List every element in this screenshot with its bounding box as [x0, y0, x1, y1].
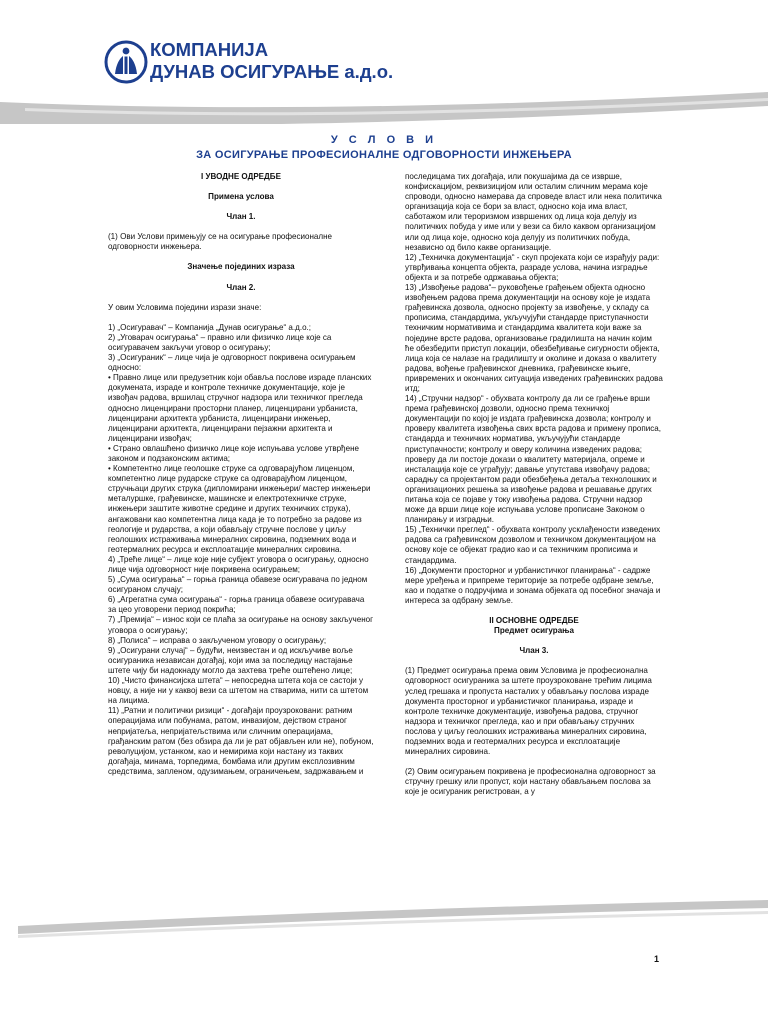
dunav-logo-icon: [104, 40, 148, 84]
paragraph: (1) Предмет осигурања према овим Условима је професионална одговорност осигураника за штете проузроковане трећим лицима услед грешака и пропуста насталих у обављању послова израде документа просторног и урбанистичког планирања, израде и контроле техничке документације, извођења радова, стручног надзора и техничког прегледа, као и при обављању стручних послова у циљу геолошких истраживања минералних сировина, подземних вода и геотермалних ресурса и експлоатације минералних сировина.: [405, 666, 652, 757]
definition-item: 11) „Ратни и политички ризици“ - догађаји проузроковани: ратним операцијама или побунама, ратом, инвазијом, дејством страног непријатеља, непријатељствима или сличним операцијама, грађанским ратом (без обзира да ли је рат објављен или не), побуном, револуцијом, устанком, као и немирима који настану из таквих догађаја, минама, торпедима, бомбама или другим експлозивним средствима, запленом, одузимањем, ограничењем, задржавањем и: [108, 706, 374, 776]
definition-item: 7) „Премија“ – износ који се плаћа за осигурање на основу закљученог уговора о осигурању;: [108, 615, 374, 635]
bullet-item: • Правно лице или предузетник који обавља послове израде планских докумената, израде и контроле техничке документације, које је извођач радова, вршилац стручног надзора или техничког прегледа односно лиценцирани просторни планер, лиценцирани урбаниста, лиценцирани архитекта урбаниста, лиценцирани инжењер, лиценцирани архитекта, лиценцирани пејзажни архитекта и лиценцирани извођач;: [108, 373, 372, 443]
definition-item: 10) „Чисто финансијска штета“ – непосредна штета која се састоји у новцу, а није ни у каквој вези са штетом на стварима, нити са штетом на лицима.: [108, 676, 369, 706]
definition-item: 16) „Документи просторног и урбанистичког планирања“ - садрже мере уређења и припреме територије за потребе одбране земље, као и податке о подручјима и зонама објеката од посебног значаја и интереса за одбрану земље.: [405, 565, 661, 605]
definition-item: 6) „Агрегатна сума осигурања“ - горња граница обавезе осигуравача за цео уговорени период покрића;: [108, 595, 365, 615]
definition-item: 8) „Полиса“ – исправа о закљученом уговору о осигурању;: [108, 635, 327, 645]
definition-item: 15) „Технички преглед“ - обухвата контролу усклађености изведених радова са грађевинском дозволом и техничком документацијом на основу које се објекат градио као и са техничким прописима и стандардима.: [405, 525, 661, 565]
definition-item: 5) „Сума осигурања“ – горња граница обавезе осигуравача по једном осигураном случају;: [108, 575, 368, 595]
bullet-item: • Страно овлашћено физичко лице које испуњава услове утврђене законом и подзаконским актима;: [108, 443, 360, 463]
definition-item: 1) „Осигуравач“ – Компанија „Дунав осигурање“ а.д.о.;: [108, 322, 312, 332]
definition-item: 3) „Осигураник“ – лице чија је одговорност покривена осигурањем односно:: [108, 353, 356, 373]
article-heading: Члан 1.: [226, 212, 256, 222]
subsection-heading: Предмет осигурања: [494, 626, 574, 636]
right-column: [405, 172, 663, 797]
definition-item: 4) „Треће лице“ – лице које није субјект уговора о осигурању, односно лице чија одговорност није покривена осигурањем;: [108, 554, 369, 574]
paragraph: (1) Ови Услови примењују се на осигурање професионалне одговорности инжењера.: [108, 232, 333, 252]
section-heading: II ОСНОВНЕ ОДРЕДБЕ: [489, 616, 579, 626]
subsection-heading: Примена услова: [208, 192, 274, 202]
subsection-heading: Значење појединих израза: [187, 262, 295, 272]
company-name-line2: ДУНАВ ОСИГУРАЊЕ а.д.о.: [150, 61, 394, 82]
page-number: 1: [654, 954, 660, 964]
definition-item: 12) „Техничка документација“ - скуп пројеката који се израђују ради: утврђивања концепта објекта, разраде услова, начина изградње објекта и за потребе одржавања објекта;: [405, 252, 660, 282]
article-heading: Члан 2.: [226, 282, 256, 292]
footer-swoosh: [0, 898, 768, 938]
paragraph: последицама тих догађаја, или покушајима да се изврше, конфискацијом, реквизицијом или осталим сличним мерама које спроводи, односно намерава да спроведе власт или нека политичка организација која се бори за власт, односно која има власт, саботажом или тероризмом извршених од лица која делују из политичких побуда у име или у вези са било каквом организацијом или од лица које, односно која делују из политичких побуда, независно од било какве организације.: [405, 172, 662, 252]
article-heading: Члан 3.: [519, 646, 549, 656]
definition-item: 14) „Стручни надзор“ - обухвата контролу да ли се грађење врши према грађевинској дозволи, односно према техничкој документацији по којој је издата грађевинска дозвола; контролу и проверу квалитета извођења свих врста радова и примену прописа, стандарда и техничких норматива, укључујући стандарде приступачности; контролу и оверу количина изведених радова; проверу да ли постоје докази о квалитету материјала, опреме и инсталација које се уграђују; давање упутстава извођачу радова; сарадњу са пројектантом ради обезбеђења детаља технолошких и организационих решења за извођење радова и решавање других питања која се појаве у току извођења радова. Стручни надзор може да врши лице које испуњава услове прописане Законом о планирању и изградњи.: [405, 394, 661, 525]
paragraph: У овим Условима поједини изрази значе:: [108, 302, 262, 312]
definition-item: 2) „Уговарач осигурања“ – правно или физичко лице које са осигуравачем закључи уговор о осигурању;: [108, 332, 332, 352]
document-title: У С Л О В И: [330, 134, 438, 146]
company-name: [150, 39, 393, 83]
header-swoosh: [0, 90, 768, 124]
left-column: [108, 172, 374, 777]
definition-item: 9) „Осигурани случај“ – будући, неизвестан и од искључиве воље осигураника независан догађај, који има за последицу настајање штете чију би надокнаду могло да захтева треће оштећено лице;: [108, 645, 353, 675]
document-subtitle: ЗА ОСИГУРАЊЕ ПРОФЕСИОНАЛНЕ ОДГОВОРНОСТИ ИНЖЕЊЕРА: [196, 149, 572, 161]
section-heading: I УВОДНЕ ОДРЕДБЕ: [201, 172, 281, 181]
company-name-line1: КОМПАНИЈА: [150, 39, 269, 60]
definition-item: 13) „Извођење радова“– руковођење грађењем објекта односно извођењем радова према документацији на основу које је издата грађевинска дозвола, односно пројекту за извођење, у складу са прописима, стандардима, укључујући стандарде приступачности техничким нормативима и стандардима квалитета који важе за поједине врсте радова, организовање градилишта на начин којим ће обезбедити приступ локацији, обезбеђивање сигурности објекта, лица која се налазе на градилишту и околине и доказа о квалитету радова, вођење грађевинског дневника, грађевинске књиге, привремених и окончаних ситуација изведених грађевинских радова итд;: [405, 283, 663, 393]
bullet-item: • Компетентно лице геолошке струке са одговарајућом лиценцом, компетентно лице рударске струке са одговарајућом лиценцом, стручњаци других струка (дипломирани инжењери/ мастер инжењери металуршке, грађевинске, машинске и електротехничке струке, инжењери заштите животне средине и других техничких струка), ангажовани као компетентна лица када је то потребно за радове из геологије и рударства, а који обављају стручне послове у циљу геолошких истраживања минералних сировина, подземних вода и геотермалних ресурса и експлоатације минералних сировина.: [108, 464, 371, 554]
paragraph: (2) Овим осигурањем покривена је професионална одговорност за стручну грешку или пропуст, који настану обављањем послова за које је осигураник регистрован, а у: [405, 767, 656, 797]
